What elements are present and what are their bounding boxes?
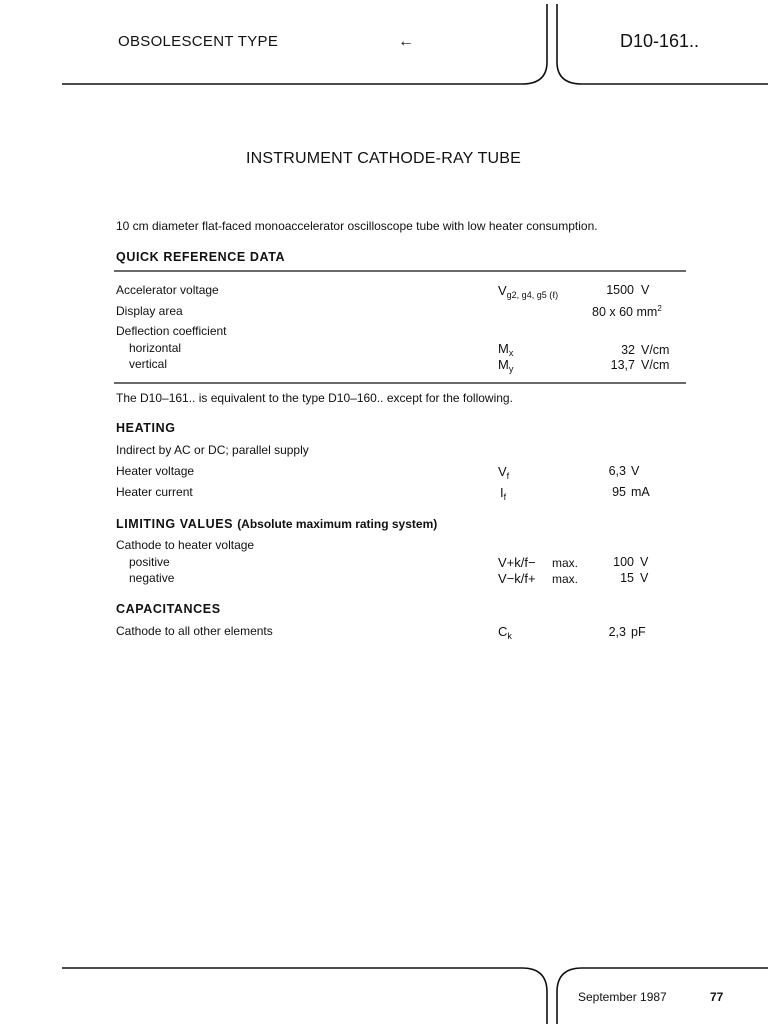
symbol-cathode-capacitance: $C_k$ [498, 624, 512, 641]
row-label-heater-voltage: Heater voltage [116, 464, 195, 478]
value-horizontal: 32 [621, 343, 635, 357]
value-positive: 100 [613, 555, 634, 569]
row-label-accelerator-voltage: Accelerator voltage [116, 283, 219, 297]
section-heading-heating: HEATING [116, 421, 176, 435]
symbol-heater-voltage: $V_f$ [498, 464, 510, 481]
heating-supply: Indirect by AC or DC; parallel supply [116, 443, 309, 457]
qualifier-positive: max. [552, 556, 579, 570]
symbol-negative: V−k/f+ [498, 571, 536, 586]
group-label-cathode-heater-voltage: Cathode to heater voltage [116, 538, 255, 552]
unit-horizontal: V/cm [641, 343, 670, 357]
symbol-vertical: $M_y$ [498, 357, 514, 374]
unit-positive: V [640, 555, 649, 569]
equivalence-note: The D10–161.. is equivalent to the type D10–160.. except for the following. [116, 391, 513, 405]
value-cathode-capacitance: 2,3 [608, 625, 626, 639]
section-heading-capacitances: CAPACITANCES [116, 602, 221, 616]
left-arrow-icon: ← [398, 33, 414, 50]
symbol-accelerator-voltage: $V_{g2, g4, g5 (\ell)}$ [498, 283, 559, 300]
section-heading-limiting-values: LIMITING VALUES (Absolute maximum rating system) [116, 517, 438, 531]
unit-cathode-capacitance: pF [631, 625, 646, 639]
value-display-area: 80 x 60 $mm^2$ [592, 304, 662, 320]
row-label-vertical: vertical [129, 357, 168, 371]
symbol-horizontal: $M_x$ [498, 341, 514, 358]
unit-accelerator-voltage: V [641, 283, 650, 297]
value-vertical: 13,7 [610, 358, 635, 372]
unit-negative: V [640, 571, 649, 585]
symbol-positive: V+k/f− [498, 555, 536, 570]
unit-heater-current: mA [631, 485, 650, 499]
qualifier-negative: max. [552, 572, 579, 586]
unit-heater-voltage: V [631, 464, 640, 478]
row-label-deflection-coefficient: Deflection coefficient [116, 324, 227, 338]
footer-date: September 1987 [578, 990, 667, 1004]
page-number: 77 [710, 990, 724, 1004]
symbol-heater-current: $I_f$ [500, 485, 507, 502]
value-accelerator-voltage: 1500 [606, 283, 634, 297]
unit-vertical: V/cm [641, 358, 670, 372]
value-heater-current: 95 [612, 485, 626, 499]
row-label-heater-current: Heater current [116, 485, 193, 499]
value-negative: 15 [620, 571, 634, 585]
row-label-positive: positive [129, 555, 170, 569]
value-heater-voltage: 6,3 [608, 464, 626, 478]
row-label-display-area: Display area [116, 304, 183, 318]
section-heading-quick-reference: QUICK REFERENCE DATA [116, 250, 286, 264]
row-label-cathode-to-all-other-elements: Cathode to all other elements [116, 624, 273, 638]
type-number: D10-161.. [620, 31, 700, 51]
description: 10 cm diameter flat-faced monoaccelerator oscilloscope tube with low heater consumption. [116, 219, 598, 233]
row-label-horizontal: horizontal [129, 341, 182, 355]
document-status: OBSOLESCENT TYPE [118, 33, 279, 50]
document-title: INSTRUMENT CATHODE-RAY TUBE [246, 150, 522, 167]
row-label-negative: negative [129, 571, 175, 585]
